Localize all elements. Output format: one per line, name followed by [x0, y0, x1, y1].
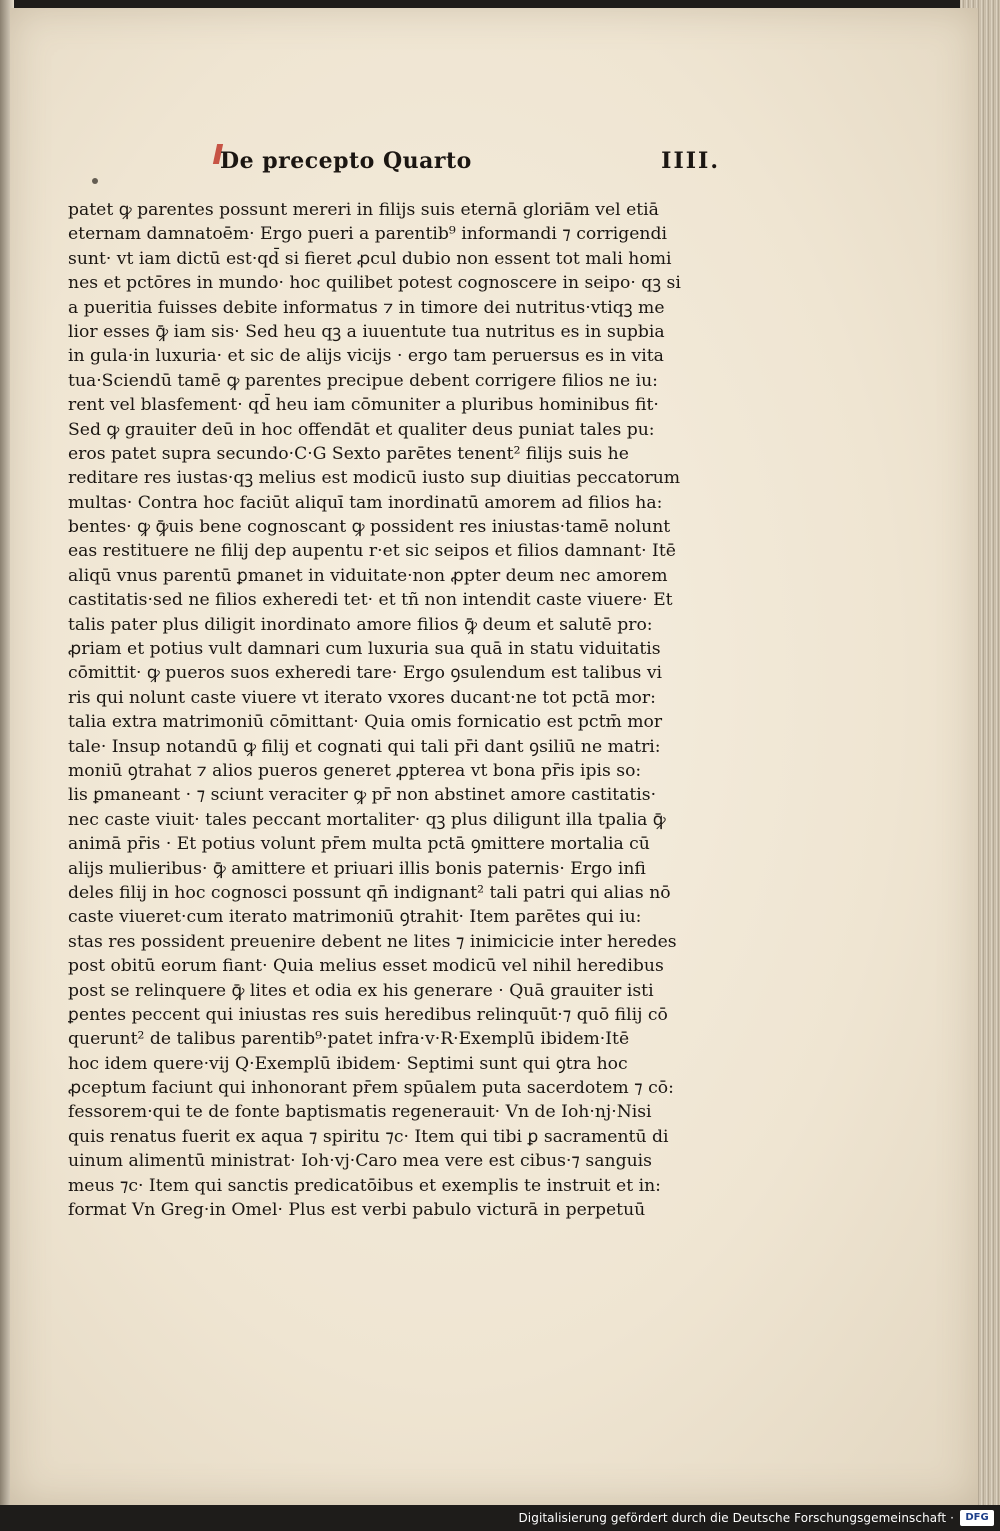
- text-line: alijs mulieribus· ꝙ̄ amittere et priuari illis bonis paternis· Ergo infi: [68, 858, 646, 879]
- text-line: eternam damnatoēm· Ergo pueri a parentib⁹ informandi ⁊ corrigendi: [68, 224, 667, 245]
- text-line: ꝓriam et potius vult damnari cum luxuria sua quā in statu viduitatis: [68, 639, 661, 660]
- text-line: eros patet supra secundo·C·G Sexto parētes tenent² filijs suis he: [68, 443, 629, 464]
- text-line: quis renatus fuerit ex aqua ⁊ spiritu ⁊c· Item qui tibi ꝑ sacramentū di: [68, 1126, 669, 1147]
- folio-number: IIII.: [661, 148, 720, 174]
- text-line: a pueritia fuisses debite informatus ⁊ in timore dei nutritus·vtiqꝫ me: [68, 297, 665, 318]
- running-head-title: De precepto Quarto: [220, 148, 472, 174]
- text-line: castitatis·sed ne filios exheredi tet· et tñ non intendit caste viuere· Et: [68, 590, 673, 611]
- text-line: talis pater plus diligit inordinato amore filios ꝙ̄ deum et salutē pro:: [68, 614, 653, 635]
- text-line: ris qui nolunt caste viuere vt iterato vxores ducant·ne tot pctā mor:: [68, 687, 656, 708]
- running-head: [220, 148, 720, 184]
- text-line: nec caste viuit· tales peccant mortaliter· qꝫ plus diligunt illa tpalia ꝙ̄: [68, 809, 666, 830]
- text-line: Sed ꝙ grauiter deū in hoc offendāt et qualiter deus puniat tales pu:: [68, 419, 655, 440]
- text-line: meus ⁊c· Item qui sanctis predicatōibus et exemplis te instruit et in:: [68, 1175, 661, 1196]
- text-line: format Vn Greg·in Omel· Plus est verbi pabulo victurā in perpetuū: [68, 1200, 646, 1221]
- text-line: bentes· ꝙ ꝙ̄uis bene cognoscant ꝙ possident res iniustas·tamē nolunt: [68, 517, 671, 538]
- text-line: hoc idem quere·vij Q·Exemplū ibidem· Septimi sunt qui ꝯtra hoc: [68, 1053, 628, 1074]
- text-line: deles filij in hoc cognosci possunt qn̄ indignant² tali patri qui alias nō: [68, 882, 671, 903]
- text-line: rent vel blasfement· qd̄ heu iam cōmuniter a pluribus hominibus fit·: [68, 395, 659, 416]
- text-line: in gula·in luxuria· et sic de alijs vicijs · ergo tam peruersus es in vita: [68, 346, 664, 367]
- text-line: talia extra matrimoniū cōmittant· Quia omis fornicatio est pctm̄ mor: [68, 712, 663, 733]
- ink-spot: [92, 178, 98, 184]
- text-line: eas restituere ne filij dep aupentu r·et sic seipos et filios damnant· Itē: [68, 541, 676, 562]
- text-line: fessorem·qui te de fonte baptismatis regenerauit· Vn de Ioh·nj·Nisi: [68, 1102, 652, 1123]
- text-line: post se relinquere ꝙ̄ lites et odia ex his generare · Quā grauiter isti: [68, 980, 654, 1001]
- footer-bar: [0, 1505, 1000, 1531]
- text-line: cōmittit· ꝙ pueros suos exheredi tare· Ergo ꝯsulendum est talibus vi: [68, 663, 663, 684]
- dfg-logo: [960, 1510, 994, 1526]
- text-line: moniū ꝯtrahat ⁊ alios pueros generet ꝓpterea vt bona pr̄is ipis so:: [68, 760, 642, 781]
- text-line: patet ꝙ parentes possunt mereri in filijs suis eternā gloriām vel etiā: [68, 200, 659, 220]
- text-line: reditare res iustas·qꝫ melius est modicū iusto sup diuitias peccatorum: [68, 468, 681, 489]
- text-line: aliqū vnus parentū ꝑmanet in viduitate·non ꝓpter deum nec amorem: [68, 565, 668, 586]
- text-line: uinum alimentū ministrat· Ioh·vj·Caro mea vere est cibus·⁊ sanguis: [68, 1151, 652, 1172]
- text-line: post obitū eorum fiant· Quia melius esset modicū vel nihil heredibus: [68, 956, 664, 977]
- text-line: animā pr̄is · Et potius volunt pr̄em multa pctā ꝯmittere mortalia cū: [68, 834, 650, 855]
- text-line: lis ꝑmaneant · ⁊ sciunt veraciter ꝙ pr̄ non abstinet amore castitatis·: [68, 785, 657, 806]
- text-line: sunt· vt iam dictū est·qd̄ si fieret ꝓcul dubio non essent tot mali homi: [68, 248, 672, 269]
- text-line: stas res possident preuenire debent ne lites ⁊ inimicicie inter heredes: [68, 931, 677, 952]
- text-line: ꝓceptum faciunt qui inhonorant pr̄em spūalem puta sacerdotem ⁊ cō:: [68, 1078, 674, 1099]
- text-line: querunt² de talibus parentib⁹·patet infra·v·R·Exemplū ibidem·Itē: [68, 1029, 630, 1050]
- text-line: tale· Insup notandū ꝙ filij et cognati qui tali pr̄i dant ꝯsiliū ne matri:: [68, 736, 661, 757]
- text-line: lior esses ꝙ̄ iam sis· Sed heu qꝫ a iuuentute tua nutritus es in supbia: [68, 321, 665, 342]
- text-line: tua·Sciendū tamē ꝙ parentes precipue debent corrigere filios ne iu:: [68, 370, 658, 391]
- page-sheet: [10, 8, 978, 1505]
- text-line: nes et pctōres in mundo· hoc quilibet potest cognoscere in seipo· qꝫ si: [68, 273, 681, 294]
- text-line: caste viueret·cum iterato matrimoniū ꝯtrahit· Item parētes qui iu:: [68, 907, 642, 928]
- text-line: ꝑentes peccent qui iniustas res suis heredibus relinquūt·⁊ quō filij cō: [68, 1004, 668, 1025]
- text-line: multas· Contra hoc faciūt aliquī tam inordinatū amorem ad filios ha:: [68, 492, 663, 513]
- text-block: [68, 198, 710, 1222]
- dfg-logo-text: DFG: [965, 1512, 989, 1523]
- footer-credit: Digitalisierung gefördert durch die Deutsche Forschungsgemeinschaft ·: [518, 1511, 954, 1525]
